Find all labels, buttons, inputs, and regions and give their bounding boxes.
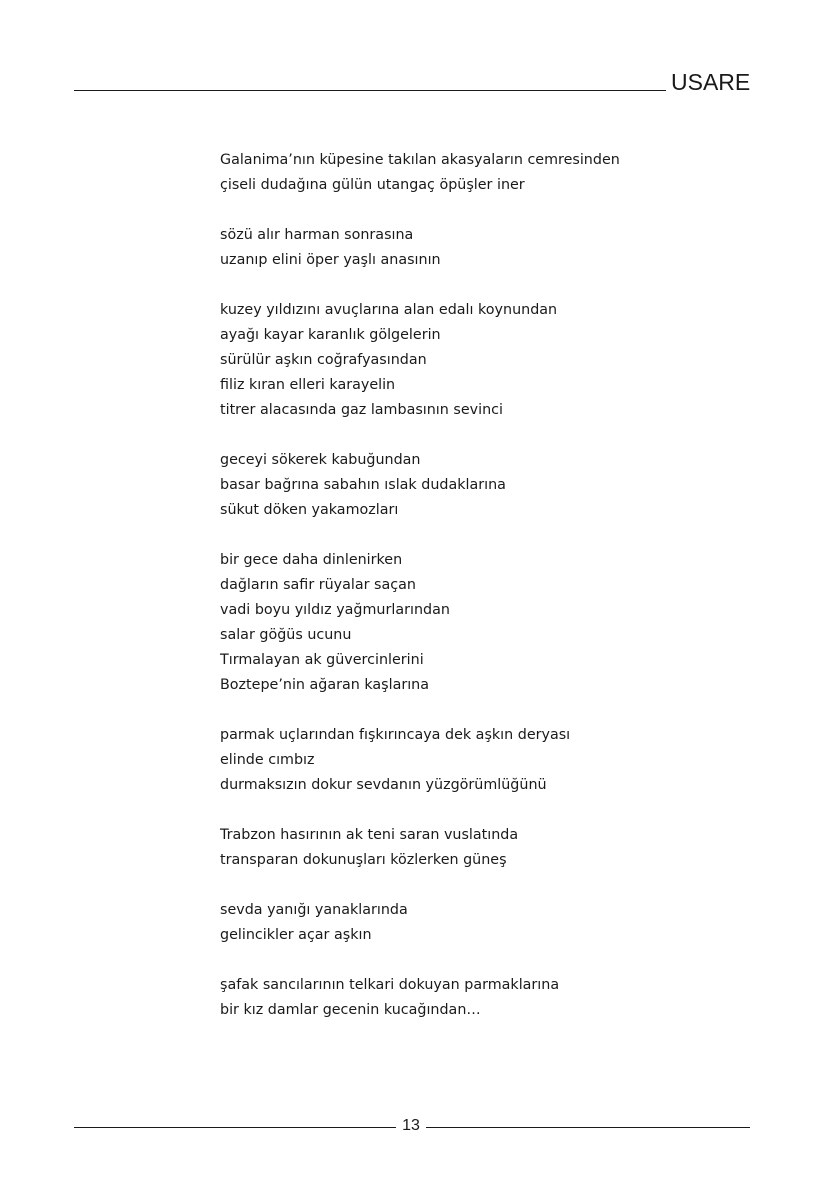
stanza <box>220 723 780 798</box>
poem-line: sükut döken yakamozları <box>220 502 399 518</box>
stanza <box>220 223 780 273</box>
poem-body <box>220 148 780 1048</box>
poem-line: uzanıp elini öper yaşlı anasının <box>220 252 441 268</box>
poem-line: sevda yanığı yanaklarında <box>220 902 408 918</box>
poem-line: gelincikler açar aşkın <box>220 927 372 943</box>
poem-line: sözü alır harman sonrasına <box>220 227 414 243</box>
poem-line: bir gece daha dinlenirken <box>220 552 403 568</box>
stanza <box>220 548 780 698</box>
header-rule <box>74 90 666 91</box>
poem-line: kuzey yıldızını avuçlarına alan edalı koynundan <box>220 302 558 318</box>
poem-line: sürülür aşkın coğrafyasından <box>220 352 427 368</box>
poem-line: parmak uçlarından fışkırıncaya dek aşkın deryası <box>220 727 571 743</box>
footer-rule-right <box>426 1127 750 1128</box>
poem-line: transparan dokunuşları közlerken güneş <box>220 852 507 868</box>
poem-line: durmaksızın dokur sevdanın yüzgörümlüğünü <box>220 777 547 793</box>
footer-rule-left <box>74 1127 396 1128</box>
stanza <box>220 823 780 873</box>
stanza <box>220 148 780 198</box>
poem-line: basar bağrına sabahın ıslak dudaklarına <box>220 477 506 493</box>
poem-line: Galanima’nın küpesine takılan akasyaların cemresinden <box>220 152 620 168</box>
stanza <box>220 898 780 948</box>
page-number: 13 <box>402 1117 420 1134</box>
poem-line: geceyi sökerek kabuğundan <box>220 452 421 468</box>
poem-line: salar göğüs ucunu <box>220 627 352 643</box>
running-header-title: USARE <box>671 69 751 95</box>
poem-line: bir kız damlar gecenin kucağından… <box>220 1002 481 1018</box>
stanza <box>220 973 780 1023</box>
poem-line: dağların safir rüyalar saçan <box>220 577 416 593</box>
poem-line: vadi boyu yıldız yağmurlarından <box>220 602 450 618</box>
poem-line: Boztepe’nin ağaran kaşlarına <box>220 677 430 693</box>
poem-line: Tırmalayan ak güvercinlerini <box>220 652 424 668</box>
poem-line: çiseli dudağına gülün utangaç öpüşler iner <box>220 177 525 193</box>
poem-line: titrer alacasında gaz lambasının sevinci <box>220 402 503 418</box>
stanza <box>220 298 780 423</box>
poem-line: şafak sancılarının telkari dokuyan parmaklarına <box>220 977 560 993</box>
poem-line: elinde cımbız <box>220 752 315 768</box>
poem-line: ayağı kayar karanlık gölgelerin <box>220 327 441 343</box>
poem-line: filiz kıran elleri karayelin <box>220 377 396 393</box>
poem-line: Trabzon hasırının ak teni saran vuslatında <box>220 827 519 843</box>
stanza <box>220 448 780 523</box>
